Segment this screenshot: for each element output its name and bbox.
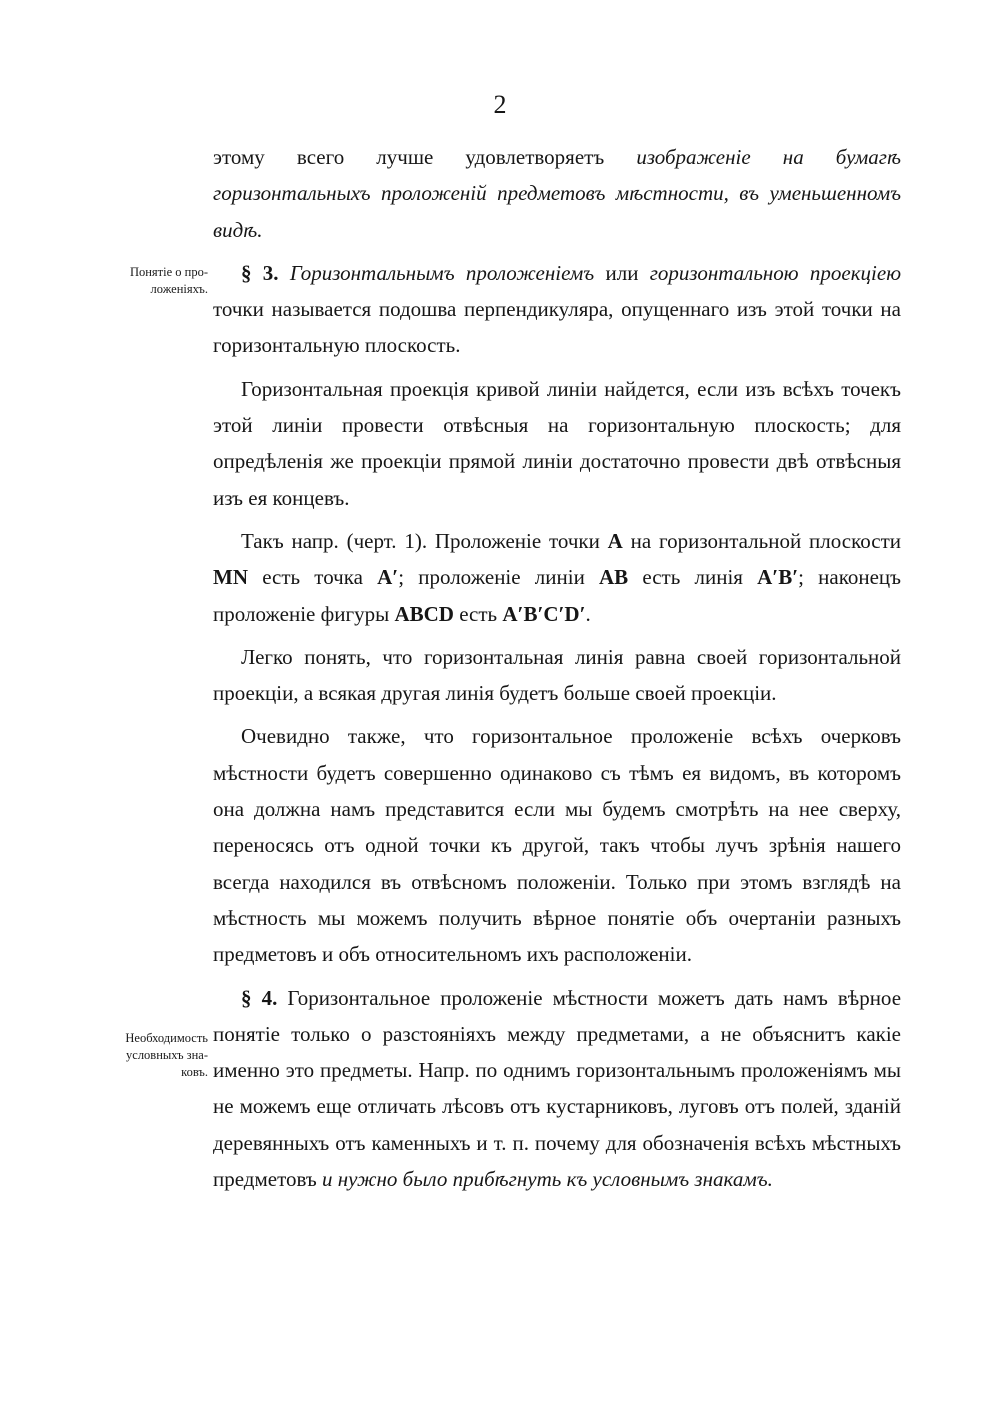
paragraph-4-text-4: ; проложеніе линіи — [398, 565, 599, 590]
term-horizontal-projection: Горизонтальнымъ проложеніемъ — [278, 260, 595, 285]
paragraph-2-plain-2: точки называется подошва перпендикуляра, опущеннаго изъ этой точки на горизонтальную плоскость. — [213, 297, 901, 358]
section-3-marker: § 3. — [241, 260, 279, 285]
paragraph-6: Очевидно также, что горизонтальное проложеніе всѣхъ очерковъ мѣстности будетъ совершенно одинаково съ тѣмъ ея видомъ, въ которомъ она должна намъ представится если мы будемъ смотрѣть на нее сверху, переносясь отъ одной точки къ другой, такъ чтобы лучъ зрѣнія нашего всегда находился въ отвѣсномъ положеніи. Только при этомъ взглядѣ на мѣстность мы можемъ получить вѣрное понятіе объ очертаніи разныхъ предметовъ и объ относительномъ ихъ расположеніи. — [213, 724, 901, 967]
paragraph-7-plain: Горизонтальное проложеніе мѣстности можетъ дать намъ вѣрное понятіе только о разстояніяхъ между предметами, а не объяснитъ какіе именно это предметы. Напр. по однимъ горизонтальнымъ проложеніямъ мы не можемъ еще отличать лѣсовъ отъ кустарниковъ, луговъ отъ полей, зданій деревянныхъ отъ каменныхъ и т. п. почему для обозначенія всѣхъ мѣстныхъ предметовъ — [213, 985, 902, 1192]
page-number: 2 — [493, 90, 507, 119]
paragraph-4-text-6: ; наконецъ проложеніе фигуры — [213, 565, 902, 626]
paragraph-4-text-7: есть — [453, 601, 503, 626]
paragraph-4-text-3: есть точка — [248, 565, 378, 590]
paragraph-4 — [213, 523, 901, 632]
margin-note-conventional-signs-text: Необходимость условныхъ зна- ковъ. — [125, 1031, 208, 1079]
margin-note-conventional-signs — [84, 1030, 208, 1081]
paragraph-4-text-2: на горизонтальной плоскости — [622, 528, 901, 553]
paragraph-3: Горизонтальная проекція кривой линіи найдется, если изъ всѣхъ точекъ этой линіи провести отвѣсныя на горизонтальную плоскость; для опредѣленія же проекціи прямой линіи достаточно провести двѣ отвѣсныя изъ ея концевъ. — [213, 376, 901, 510]
paragraph-4-text-8: . — [585, 601, 591, 626]
paragraph-2-section-3 — [213, 255, 901, 364]
plane-mn: MN — [213, 565, 248, 590]
section-4-marker: § 4. — [241, 985, 278, 1010]
paragraph-1-plain: этому всего лучше удовлетворяетъ — [213, 145, 637, 169]
main-text-column — [213, 139, 901, 1197]
paragraph-5: Легко понять, что горизонтальная линія равна своей горизонтальной проекціи, а всякая другая линія будетъ больше своей проекціи. — [213, 644, 901, 706]
figure-abcd-prime: A′B′C′D′ — [502, 601, 586, 626]
paragraph-2-plain-1: или — [594, 260, 650, 285]
paragraph-7-section-4 — [213, 980, 901, 1198]
paragraph-1-italic: изображеніе на бумагѣ горизонтальныхъ проложеній предметовъ мѣстности, въ уменьшенномъ видѣ. — [213, 145, 901, 242]
line-a-prime-b-prime: A′B′ — [757, 565, 799, 590]
paragraph-1 — [213, 139, 901, 248]
point-a-prime: A′ — [377, 565, 399, 590]
line-ab: AB — [599, 565, 629, 590]
point-a: A — [607, 528, 623, 553]
term-horizontal-projection-alt: горизонтальною проекціею — [649, 260, 901, 285]
figure-abcd: ABCD — [394, 601, 454, 626]
paragraph-4-text-1: Такъ напр. (черт. 1). Проложеніе точки — [241, 528, 608, 553]
margin-note-projections — [84, 264, 208, 298]
paragraph-4-text-5: есть линія — [628, 565, 758, 590]
margin-note-projections-text: Понятіе о про- ложеніяхъ. — [129, 265, 208, 296]
paragraph-7-italic: и нужно было прибѣгнуть къ условнымъ знакамъ. — [321, 1167, 773, 1192]
